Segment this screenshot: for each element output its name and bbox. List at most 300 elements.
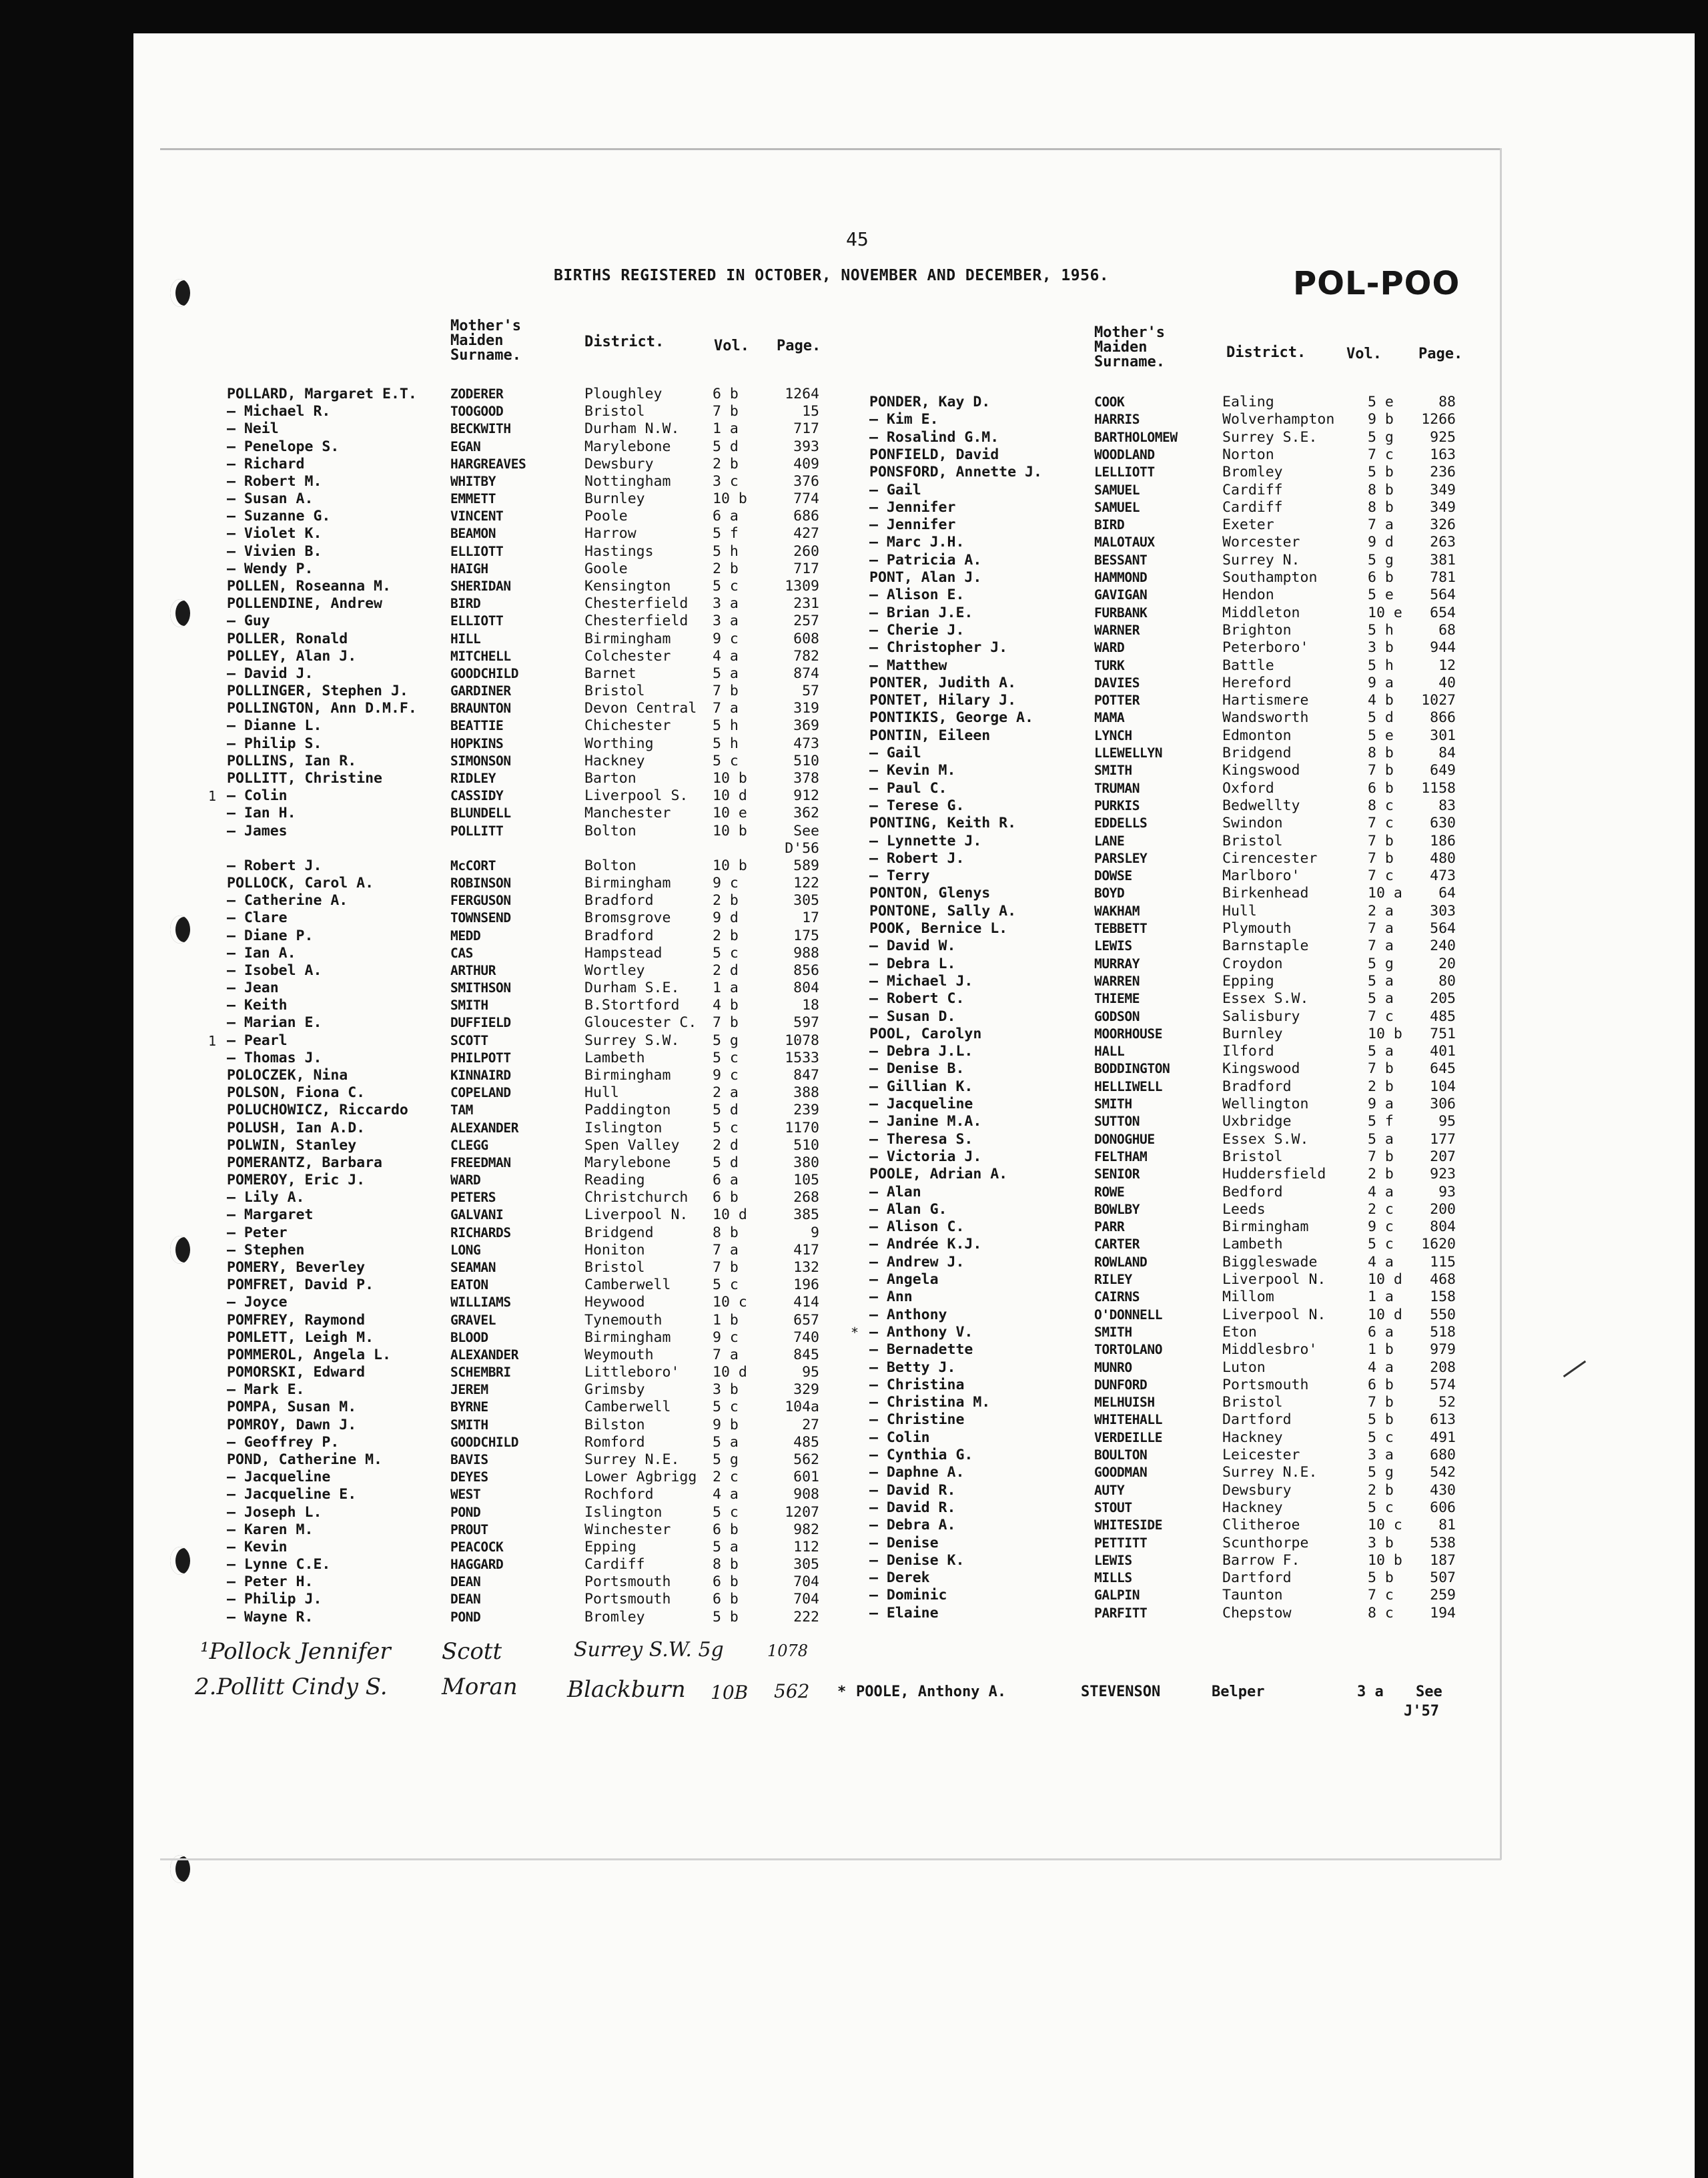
entry-mother-surname: HOPKINS xyxy=(450,735,504,751)
entry-mother-surname: POND xyxy=(450,1504,481,1520)
entry-district: Goole xyxy=(584,560,628,577)
entry-mother-surname: GARDINER xyxy=(450,683,511,699)
handwritten-vol-2: 10B xyxy=(711,1682,749,1704)
entry-district: Bristol xyxy=(584,683,645,700)
entry-district: Portsmouth xyxy=(584,1573,671,1591)
entry-volume: 10 d xyxy=(1368,1306,1402,1323)
entry-name: POMORSKI, Edward xyxy=(227,1364,366,1381)
entry-mother-surname: ROWLAND xyxy=(1094,1254,1148,1270)
entry-name: PONTIKIS, George A. xyxy=(869,709,1033,727)
entry-volume: 6 b xyxy=(1368,779,1394,797)
entry-page: 305 xyxy=(793,892,819,910)
entry-district: Scunthorpe xyxy=(1222,1534,1309,1551)
entry-name: — Pearl xyxy=(227,1032,288,1049)
entry-district: Burnley xyxy=(584,490,645,508)
entry-volume: 5 e xyxy=(1368,727,1394,744)
entry-name: POLLARD, Margaret E.T. xyxy=(227,386,417,402)
entry-volume: 10 d xyxy=(713,787,747,805)
entry-district: Kensington xyxy=(584,577,671,595)
entry-district: Hartismere xyxy=(1222,692,1309,709)
entry-district: Leicester xyxy=(1222,1447,1300,1463)
entry-mother-surname: MURRAY xyxy=(1094,956,1140,972)
entry-volume: 9 b xyxy=(713,1416,739,1433)
entry-mother-surname: BOYD xyxy=(1094,885,1125,901)
entry-page: 542 xyxy=(1430,1464,1456,1481)
entry-volume: 10 b xyxy=(713,857,747,874)
entry-page: 1266 xyxy=(1421,411,1456,428)
entry-page: 847 xyxy=(793,1067,819,1084)
entry-mother-surname: SIMONSON xyxy=(450,753,511,769)
entry-mother-surname: HILL xyxy=(450,631,481,647)
entry-mother-surname: TEBBETT xyxy=(1094,921,1148,936)
entry-mother-surname: PARSLEY xyxy=(1094,850,1148,866)
entry-name: — Matthew xyxy=(869,657,947,674)
entry-mother-surname: FERGUSON xyxy=(450,893,511,909)
entry-page: 473 xyxy=(793,735,819,752)
entry-district: Exeter xyxy=(1222,516,1274,534)
entry-page: 856 xyxy=(793,962,819,979)
entry-page: 1027 xyxy=(1421,692,1456,709)
entry-mother-surname: SAMUEL xyxy=(1094,499,1140,515)
entry-district: Spen Valley xyxy=(584,1136,680,1154)
entry-district: Bedford xyxy=(1222,1183,1283,1200)
entry-volume: 5 c xyxy=(713,1119,739,1136)
entry-district: Essex S.W. xyxy=(1222,1130,1309,1148)
addendum-name: POOLE, Anthony A. xyxy=(856,1684,1007,1700)
entry-volume: 9 c xyxy=(713,630,739,647)
entry-name: — Christina M. xyxy=(869,1394,991,1411)
entry-page: 80 xyxy=(1438,972,1456,990)
entry-mother-surname: WARREN xyxy=(1094,973,1140,989)
entry-volume: 7 c xyxy=(1368,1008,1394,1025)
entry-page: 93 xyxy=(1438,1183,1456,1200)
entry-mother-surname: CLEGG xyxy=(450,1137,488,1153)
entry-volume: 3 b xyxy=(713,1381,739,1399)
entry-page: 388 xyxy=(793,1084,819,1102)
entry-mother-surname: WARD xyxy=(1094,640,1125,656)
entry-district: Camberwell xyxy=(584,1399,671,1416)
entry-volume: 1 a xyxy=(713,980,739,997)
entry-page: 550 xyxy=(1430,1306,1456,1323)
entry-district: Liverpool N. xyxy=(1222,1271,1326,1288)
entry-mother-surname: DEAN xyxy=(450,1591,481,1607)
entry-volume: 10 b xyxy=(1368,1025,1402,1042)
entry-district: Barnet xyxy=(584,665,636,682)
entry-volume: 2 d xyxy=(713,962,739,979)
entry-volume: 8 b xyxy=(1368,498,1394,516)
entry-volume: 7 c xyxy=(1368,1587,1394,1604)
entry-mother-surname: CAS xyxy=(450,945,474,961)
entry-page: 207 xyxy=(1430,1148,1456,1165)
surname-range: POL-POO xyxy=(1293,265,1460,302)
entry-name: — Catherine A. xyxy=(227,892,348,910)
entry-district: Poole xyxy=(584,508,628,525)
entry-name: — Geoffrey P. xyxy=(227,1433,340,1451)
entry-name: — David J. xyxy=(227,665,314,682)
entry-page: 319 xyxy=(793,700,819,717)
entry-district: Liverpool N. xyxy=(1222,1306,1326,1323)
entry-mother-surname: RICHARDS xyxy=(450,1224,511,1240)
entry-mother-surname: TAM xyxy=(450,1102,474,1118)
entry-name: — Victoria J. xyxy=(869,1148,982,1165)
entry-volume: 6 a xyxy=(1368,1323,1394,1341)
entry-district: Brighton xyxy=(1222,621,1292,639)
entry-volume: 7 b xyxy=(1368,1060,1394,1078)
entry-page: 122 xyxy=(793,875,819,892)
entry-name: — Lily A. xyxy=(227,1189,305,1206)
entry-page: 17 xyxy=(802,910,819,927)
entry-volume: 1 b xyxy=(1368,1341,1394,1359)
entry-mother-surname: MALOTAUX xyxy=(1094,534,1155,551)
entry-volume: 5 g xyxy=(1368,955,1394,972)
entry-volume: 2 b xyxy=(1368,1166,1394,1183)
binder-hole xyxy=(170,279,190,307)
entry-volume: 5 a xyxy=(713,1538,739,1555)
entry-volume: 7 a xyxy=(1368,938,1394,955)
entry-district: Littleboro' xyxy=(584,1364,680,1381)
entry-page: 645 xyxy=(1430,1060,1456,1078)
entry-volume: 10 e xyxy=(713,805,747,822)
entry-name: — Michael J. xyxy=(869,972,973,990)
entry-mother-surname: McCORT xyxy=(450,857,496,873)
entry-name: — Colin xyxy=(869,1429,930,1446)
entry-page: 112 xyxy=(793,1538,819,1555)
entry-volume: 10 c xyxy=(713,1294,747,1311)
entry-name: — Bernadette xyxy=(869,1341,973,1359)
entry-mother-surname: AUTY xyxy=(1094,1482,1125,1498)
header-vol-right: Vol. xyxy=(1346,346,1382,362)
entry-volume: 6 b xyxy=(713,1521,739,1538)
entry-name: PONTET, Hilary J. xyxy=(869,692,1017,709)
entry-volume: 7 a xyxy=(1368,516,1394,534)
entry-page: 385 xyxy=(793,1206,819,1224)
entry-mother-surname: CASSIDY xyxy=(450,788,504,804)
entry-page: 430 xyxy=(1430,1481,1456,1499)
entry-volume: 3 b xyxy=(1368,1534,1394,1551)
entry-mother-surname: BEAMON xyxy=(450,526,496,542)
entry-district: Battle xyxy=(1222,657,1274,674)
entry-volume: 2 c xyxy=(1368,1200,1394,1218)
entry-name: — Robert J. xyxy=(869,849,965,867)
entry-volume: 10 b xyxy=(713,490,747,508)
entry-volume: 6 b xyxy=(713,1573,739,1591)
entry-volume: 5 g xyxy=(1368,1464,1394,1481)
entry-page: 205 xyxy=(1430,990,1456,1008)
entry-mother-surname: BLUNDELL xyxy=(450,805,511,821)
entry-name: — Ann xyxy=(869,1289,913,1306)
entry-name: — Marc J.H. xyxy=(869,534,965,551)
entry-name: POOL, Carolyn xyxy=(869,1025,982,1042)
entry-name: — Brian J.E. xyxy=(869,604,973,621)
entry-mother-surname: FELTHAM xyxy=(1094,1148,1148,1164)
entry-mother-surname: MUNRO xyxy=(1094,1359,1132,1375)
binder-hole xyxy=(170,916,190,944)
entry-name: PONSFORD, Annette J. xyxy=(869,464,1042,481)
entry-volume: 10 d xyxy=(1368,1271,1402,1288)
entry-page: 630 xyxy=(1430,815,1456,832)
entry-mother-surname: MEDD xyxy=(450,928,481,944)
entry-name: — Peter H. xyxy=(227,1573,314,1591)
entry-name: — Kevin xyxy=(227,1538,288,1555)
handwritten-page-2: 562 xyxy=(774,1680,810,1702)
entry-district: Worcester xyxy=(1222,534,1300,551)
entry-volume: 5 e xyxy=(1368,587,1394,604)
entry-district: Camberwell xyxy=(584,1277,671,1294)
entry-volume: 1 a xyxy=(1368,1289,1394,1306)
entry-page: 378 xyxy=(793,769,819,787)
entry-mother-surname: VINCENT xyxy=(450,508,504,524)
entry-mother-surname: TORTOLANO xyxy=(1094,1342,1163,1358)
entry-name: — Denise K. xyxy=(869,1551,965,1569)
entry-name: — Elaine xyxy=(869,1604,939,1621)
entry-mother-surname: SCOTT xyxy=(450,1032,488,1048)
entry-mother-surname: SUTTON xyxy=(1094,1114,1140,1130)
entry-district: Honiton xyxy=(584,1241,645,1258)
entry-mother-surname: MILLS xyxy=(1094,1570,1132,1586)
entry-name: — Betty J. xyxy=(869,1359,956,1376)
entry-district: Norton xyxy=(1222,446,1274,463)
entry-district: Birmingham xyxy=(584,1329,671,1346)
entry-page: 409 xyxy=(793,455,819,472)
entry-district: Uxbridge xyxy=(1222,1113,1292,1130)
entry-page: 480 xyxy=(1430,849,1456,867)
entry-mother-surname: LEWIS xyxy=(1094,938,1132,954)
entry-district: Bedwellty xyxy=(1222,797,1300,814)
entry-district: Burnley xyxy=(1222,1025,1283,1042)
entry-volume: 6 b xyxy=(1368,1376,1394,1393)
entry-mother-surname: BEATTIE xyxy=(450,718,504,734)
entry-page: 979 xyxy=(1430,1341,1456,1359)
entry-mother-surname: WHITBY xyxy=(450,473,496,489)
entry-volume: 4 a xyxy=(1368,1183,1394,1200)
entry-district: Durham N.W. xyxy=(584,420,680,438)
entry-volume: 7 b xyxy=(1368,762,1394,779)
entry-district: Kingswood xyxy=(1222,762,1300,779)
entry-mother-surname: LEWIS xyxy=(1094,1552,1132,1568)
entry-page: 1207 xyxy=(785,1503,819,1521)
entry-volume: 5 g xyxy=(1368,551,1394,569)
entry-name: — Terry xyxy=(869,867,930,885)
entry-volume: 7 c xyxy=(1368,815,1394,832)
entry-name: POMEROY, Eric J. xyxy=(227,1172,366,1189)
entry-name: — Clare xyxy=(227,910,288,927)
entry-mother-surname: PROUT xyxy=(450,1521,488,1537)
entry-district: Cardiff xyxy=(1222,498,1283,516)
entry-page: 260 xyxy=(793,542,819,560)
entry-page: 908 xyxy=(793,1486,819,1503)
entry-volume: 7 b xyxy=(713,683,739,700)
entry-page: 369 xyxy=(793,717,819,735)
entry-district: Lower Agbrigg xyxy=(584,1469,697,1486)
entry-page: 704 xyxy=(793,1573,819,1591)
entry-volume: 5 d xyxy=(1368,709,1394,727)
entry-volume: 2 b xyxy=(713,560,739,577)
entry-volume: 6 b xyxy=(713,1189,739,1206)
entry-mother-surname: ELLIOTT xyxy=(450,543,504,559)
entry-page: 239 xyxy=(793,1102,819,1119)
entry-district: Cardiff xyxy=(1222,481,1283,498)
entry-page: 186 xyxy=(1430,832,1456,849)
entry-volume: 6 b xyxy=(1368,569,1394,586)
entry-mother-surname: GRAVEL xyxy=(450,1312,496,1328)
addendum-vol: 3 a xyxy=(1357,1684,1384,1700)
entry-district: Swindon xyxy=(1222,815,1283,832)
entry-mother-surname: HAMMOND xyxy=(1094,570,1148,585)
entry-district: Liverpool N. xyxy=(584,1206,689,1224)
entry-page: 393 xyxy=(793,438,819,455)
entry-district: Taunton xyxy=(1222,1587,1283,1604)
entry-name: POLUSH, Ian A.D. xyxy=(227,1119,366,1136)
entry-page: See xyxy=(793,822,819,839)
entry-page: 158 xyxy=(1430,1289,1456,1306)
entry-name: PONTER, Judith A. xyxy=(869,674,1017,691)
entry-page: 257 xyxy=(793,613,819,630)
entry-name: — Kevin M. xyxy=(869,762,956,779)
entry-volume: 3 a xyxy=(713,595,739,613)
entry-mother-surname: COPELAND xyxy=(450,1085,511,1101)
entry-district: Islington xyxy=(584,1119,663,1136)
entry-mother-surname: BECKWITH xyxy=(450,421,511,437)
entry-name: — Wayne R. xyxy=(227,1608,314,1625)
entry-name: — Alan xyxy=(869,1183,921,1200)
entry-page: 601 xyxy=(793,1469,819,1486)
header-line: Maiden xyxy=(450,332,504,349)
entry-district: Chepstow xyxy=(1222,1604,1292,1621)
header-page-left: Page. xyxy=(777,338,821,354)
entry-volume: 5 d xyxy=(713,1154,739,1171)
entry-district: Bristol xyxy=(1222,1394,1283,1411)
entry-page: D'56 xyxy=(785,839,819,857)
entry-mother-surname: BIRD xyxy=(1094,517,1125,533)
entry-name: PONDER, Kay D. xyxy=(869,394,991,410)
binder-hole xyxy=(170,1547,190,1575)
entry-mother-surname: BESSANT xyxy=(1094,552,1148,568)
entry-mother-surname: BOULTON xyxy=(1094,1447,1148,1463)
entry-volume: 5 a xyxy=(713,665,739,682)
entry-district: Hackney xyxy=(1222,1429,1283,1446)
entry-volume: 9 c xyxy=(1368,1218,1394,1236)
entry-district: B.Stortford xyxy=(584,997,680,1014)
entry-mother-surname: WARD xyxy=(450,1172,481,1188)
entry-name: — Philip S. xyxy=(227,735,322,752)
entry-page: 15 xyxy=(802,403,819,420)
entry-district: Portsmouth xyxy=(1222,1376,1309,1393)
entry-page: 468 xyxy=(1430,1271,1456,1288)
entry-district: Marylebone xyxy=(584,1154,671,1171)
entry-volume: 7 b xyxy=(1368,1148,1394,1165)
entry-mother-surname: SMITH xyxy=(450,1417,488,1433)
addendum-page: See xyxy=(1416,1684,1442,1700)
entry-volume: 5 b xyxy=(1368,1411,1394,1429)
entry-name: — Anthony V. xyxy=(869,1323,973,1341)
entry-volume: 1 a xyxy=(713,420,739,438)
entry-name: — Susan A. xyxy=(227,490,314,508)
entry-page: 608 xyxy=(793,630,819,647)
entry-name: — Karen M. xyxy=(227,1521,314,1538)
entry-page: 175 xyxy=(793,927,819,944)
entry-volume: 7 b xyxy=(713,1259,739,1276)
entry-district: Huddersfield xyxy=(1222,1166,1326,1183)
entry-volume: 3 a xyxy=(1368,1447,1394,1463)
entry-name: — Penelope S. xyxy=(227,438,340,455)
entry-volume: 2 c xyxy=(713,1469,739,1486)
entry-name: — Denise xyxy=(869,1534,939,1551)
entry-mother-surname: WARNER xyxy=(1094,622,1140,638)
entry-page: 988 xyxy=(793,944,819,962)
entry-volume: 5 a xyxy=(1368,1130,1394,1148)
entry-district: Colchester xyxy=(584,647,671,665)
entry-page: 680 xyxy=(1430,1447,1456,1463)
entry-mother-surname: WHITESIDE xyxy=(1094,1517,1163,1533)
entry-district: Nottingham xyxy=(584,472,671,490)
entry-page: 654 xyxy=(1430,604,1456,621)
entry-name: — Robert J. xyxy=(227,857,322,874)
entry-mother-surname: FURBANK xyxy=(1094,605,1148,621)
entry-district: Dewsbury xyxy=(584,455,654,472)
entry-page: 40 xyxy=(1438,674,1456,691)
entry-district: Dartford xyxy=(1222,1411,1292,1429)
entry-name: POOLE, Adrian A. xyxy=(869,1166,1008,1183)
handwritten-name-2: 2.Pollitt Cindy S. xyxy=(195,1674,388,1700)
entry-name: POMERY, Beverley xyxy=(227,1259,366,1276)
entry-page: 925 xyxy=(1430,428,1456,446)
entry-mother-surname: BIRD xyxy=(450,596,481,612)
entry-page: 473 xyxy=(1430,867,1456,885)
entry-district: Durham S.E. xyxy=(584,980,680,997)
entry-mother-surname: WOODLAND xyxy=(1094,446,1155,462)
entry-name: — Rosalind G.M. xyxy=(869,428,999,446)
entry-district: Barrow F. xyxy=(1222,1551,1300,1569)
entry-volume: 7 b xyxy=(713,403,739,420)
entry-page: 613 xyxy=(1430,1411,1456,1429)
entry-district: Lambeth xyxy=(1222,1236,1283,1253)
entry-district: Wandsworth xyxy=(1222,709,1309,727)
entry-mother-surname: PETTITT xyxy=(1094,1535,1148,1551)
entry-district: Hastings xyxy=(584,542,654,560)
entry-name: — Stephen xyxy=(227,1241,305,1258)
entry-mother-surname: GALPIN xyxy=(1094,1587,1140,1603)
addendum-mother: STEVENSON xyxy=(1081,1684,1161,1700)
entry-district: Leeds xyxy=(1222,1200,1266,1218)
entry-mother-surname: LONG xyxy=(450,1242,481,1258)
entry-volume: 10 a xyxy=(1368,885,1402,902)
entry-district: Epping xyxy=(1222,972,1274,990)
entry-name: — Neil xyxy=(227,420,279,438)
entry-district: Bromley xyxy=(1222,464,1283,481)
entry-mother-surname: BRAUNTON xyxy=(450,701,511,717)
entry-volume: 5 g xyxy=(1368,428,1394,446)
entry-mother-surname: DOWSE xyxy=(1094,868,1132,884)
entry-page: 717 xyxy=(793,420,819,438)
entry-mother-surname: DONOGHUE xyxy=(1094,1131,1155,1147)
entry-page: 606 xyxy=(1430,1499,1456,1516)
entry-footnote-mark: 1 xyxy=(208,788,217,805)
header-vol-left: Vol. xyxy=(714,338,749,354)
entry-volume: 5 c xyxy=(713,1399,739,1416)
entry-district: Salisbury xyxy=(1222,1008,1300,1025)
entry-page: 301 xyxy=(1430,727,1456,744)
entry-name: POLLER, Ronald xyxy=(227,630,348,647)
entry-district: Epping xyxy=(584,1538,636,1555)
entry-name: — Daphne A. xyxy=(869,1464,965,1481)
handwritten-district-1: Surrey S.W. 5g xyxy=(574,1638,724,1662)
entry-page: 944 xyxy=(1430,639,1456,657)
entry-page: 27 xyxy=(802,1416,819,1433)
entry-name: PONTONE, Sally A. xyxy=(869,902,1017,920)
entry-mother-surname: CARTER xyxy=(1094,1236,1140,1252)
entry-mother-surname: HALL xyxy=(1094,1044,1125,1060)
entry-name: — Alan G. xyxy=(869,1200,947,1218)
